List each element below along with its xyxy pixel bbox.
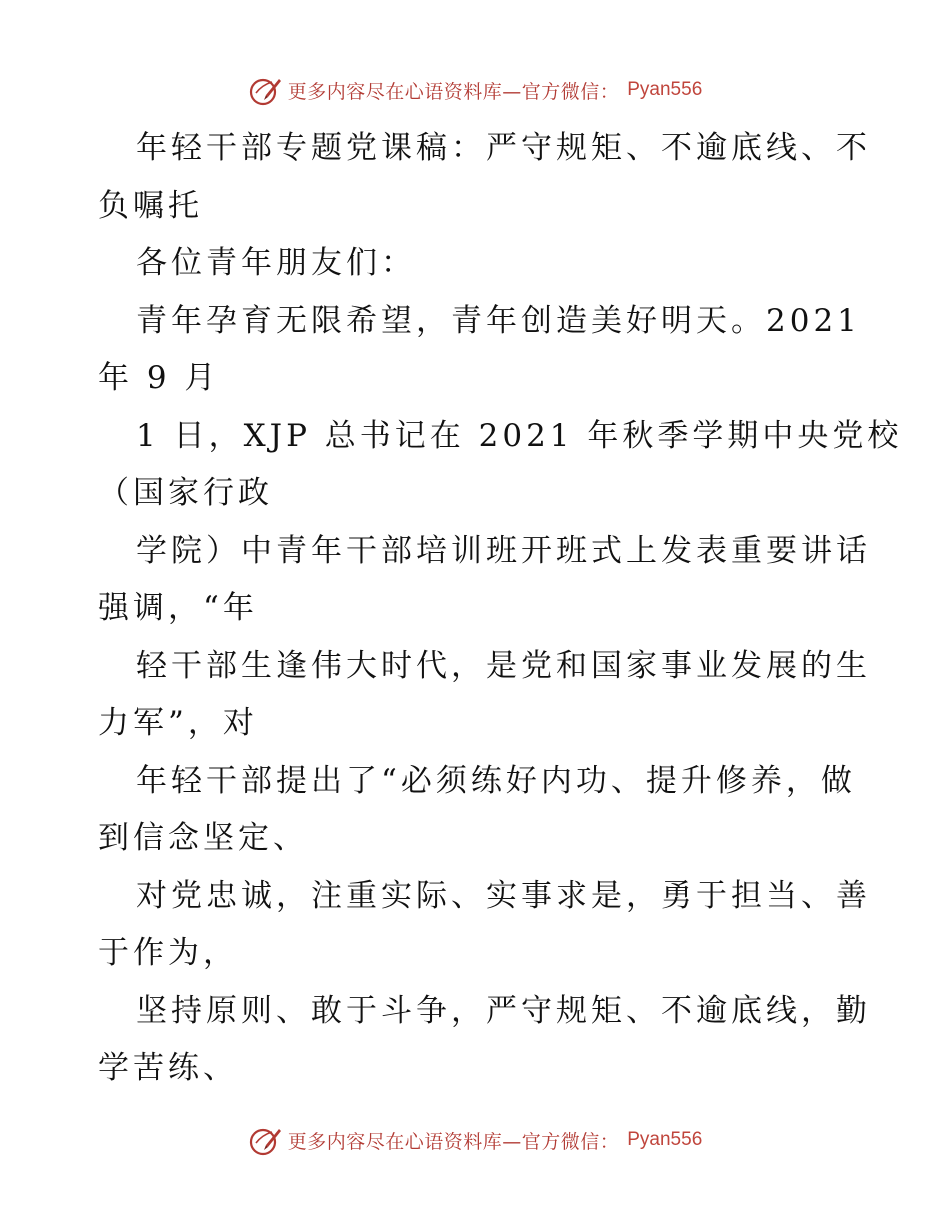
text-line: 轻干部生逢伟大时代，是党和国家事业发展的生: [136, 647, 871, 684]
footer-watermark: [0, 1120, 950, 1160]
watermark-text: 更多内容尽在心语资料库—官方微信：: [287, 80, 620, 103]
text-line: 坚持原则、敢于斗争，严守规矩、不逾底线，勤: [136, 992, 871, 1029]
text-line: 年轻干部提出了“必须练好内功、提升修养，做: [136, 762, 856, 799]
text-line: 1 日，XJP 总书记在 2021 年秋季学期中央党校: [136, 417, 903, 454]
text-line: 力军”，对: [98, 705, 258, 741]
header-watermark: [0, 70, 950, 110]
pen-logo-icon: [248, 1123, 282, 1157]
text-line: 负嘱托: [98, 187, 203, 224]
text-line: 到信念坚定、: [98, 820, 308, 856]
text-line: 于作为，: [98, 935, 238, 971]
text-line: 学院）中青年干部培训班开班式上发表重要讲话: [136, 532, 871, 569]
watermark-wechat-id: Pyan556: [627, 79, 703, 100]
text-line: 对党忠诚，注重实际、实事求是，勇于担当、善: [136, 877, 871, 914]
text-line: 青年孕育无限希望，青年创造美好明天。2021: [136, 302, 861, 339]
watermark-text: 更多内容尽在心语资料库—官方微信：: [287, 1130, 620, 1153]
text-line: （国家行政: [98, 475, 273, 511]
text-line: 学苦练、: [98, 1050, 238, 1086]
pen-logo-icon: [248, 73, 282, 107]
text-line: 各位青年朋友们：: [136, 245, 416, 281]
text-line: 年 9 月: [98, 360, 220, 396]
text-line: 强调，“年: [98, 590, 258, 626]
watermark-wechat-id: Pyan556: [627, 1129, 703, 1150]
document-body: [98, 120, 903, 1098]
text-line: 年轻干部专题党课稿：严守规矩、不逾底线、不: [136, 130, 871, 166]
